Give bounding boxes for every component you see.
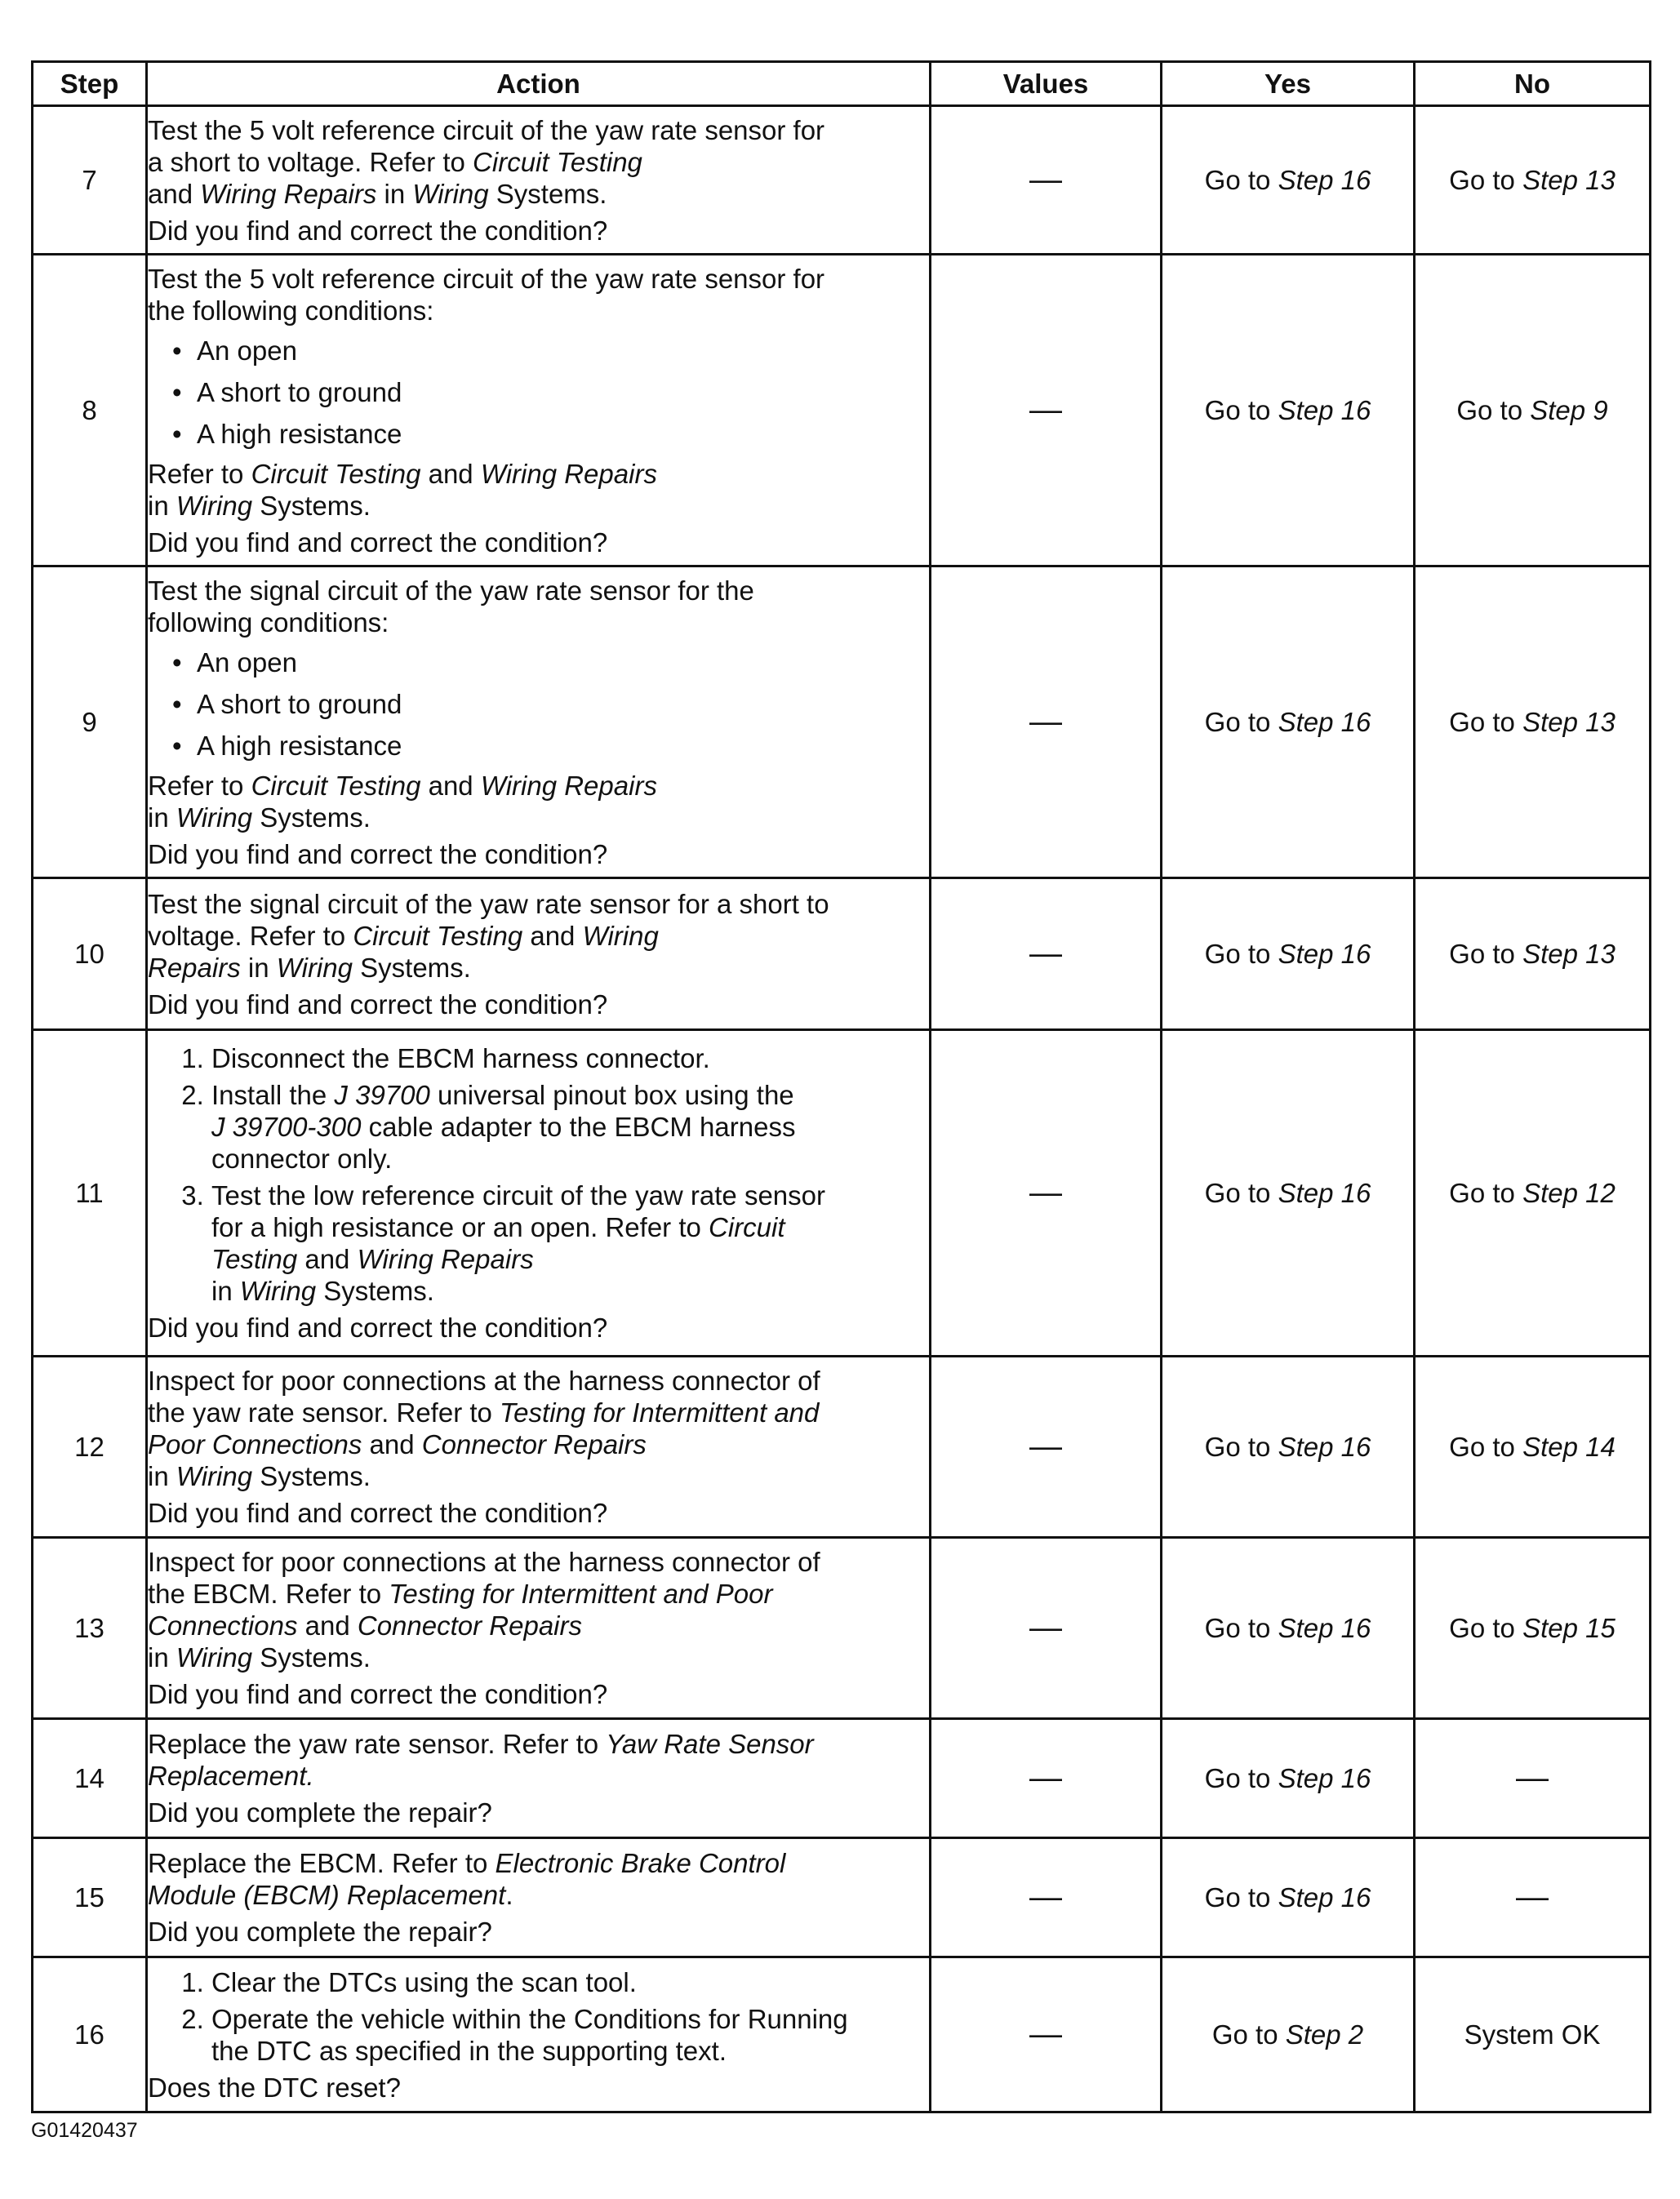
action-cell xyxy=(147,106,931,255)
action-cell xyxy=(147,255,931,566)
action-text: Inspect for poor connections at the harness connector of the yaw rate sensor. Refer to Testing for Intermittent and Poor Connections and Connector Repairs in Wiring Systems. xyxy=(148,1366,820,1491)
yes-result: Go to Step 16 xyxy=(1162,566,1415,878)
action-text: Test the signal circuit of the yaw rate sensor for the following conditions: xyxy=(148,575,754,637)
values-cell: — xyxy=(931,1538,1162,1719)
figure-id: G01420437 xyxy=(31,2119,138,2142)
condition-item: • A short to ground xyxy=(172,683,929,725)
action-question: Did you find and correct the condition? xyxy=(148,1498,608,1528)
step-number: 7 xyxy=(33,106,147,255)
step-number: 8 xyxy=(33,255,147,566)
condition-list xyxy=(172,642,929,766)
yes-result: Go to Step 16 xyxy=(1162,1538,1415,1719)
procedure-step: 1. Clear the DTCs using the scan tool. xyxy=(211,1966,929,1998)
header-yes: Yes xyxy=(1162,62,1415,106)
action-cell xyxy=(147,566,931,878)
table-row xyxy=(33,255,1651,566)
action-question: Does the DTC reset? xyxy=(148,2072,401,2103)
values-cell: — xyxy=(931,1838,1162,1957)
table-row xyxy=(33,1838,1651,1957)
diagnostic-table xyxy=(31,60,1651,2113)
condition-list xyxy=(172,330,929,455)
step-number: 12 xyxy=(33,1357,147,1538)
table-row xyxy=(33,106,1651,255)
no-result: System OK xyxy=(1415,1957,1651,2112)
yes-result: Go to Step 16 xyxy=(1162,1838,1415,1957)
action-cell xyxy=(147,1030,931,1357)
action-cell xyxy=(147,1719,931,1838)
step-number: 16 xyxy=(33,1957,147,2112)
action-question: Did you find and correct the condition? xyxy=(148,1313,608,1343)
action-question: Did you complete the repair? xyxy=(148,1917,492,1947)
table-header-row xyxy=(33,62,1651,106)
step-number: 10 xyxy=(33,878,147,1030)
yes-result: Go to Step 2 xyxy=(1162,1957,1415,2112)
action-question: Did you find and correct the condition? xyxy=(148,1679,608,1709)
values-cell: — xyxy=(931,878,1162,1030)
action-question: Did you find and correct the condition? xyxy=(148,988,608,1020)
step-number: 13 xyxy=(33,1538,147,1719)
table-row xyxy=(33,1357,1651,1538)
action-text: Test the 5 volt reference circuit of the yaw rate sensor for a short to voltage. Refer to Circuit Testing and Wiring Repairs in Wiring Systems. xyxy=(148,114,825,209)
condition-item: • A short to ground xyxy=(172,371,929,413)
procedure-step: 3. Test the low reference circuit of the yaw rate sensor for a high resistance or an open. Refer to Circuit Testing and Wiring Repairs in Wiring Systems. xyxy=(211,1179,929,1307)
table-body xyxy=(33,106,1651,2112)
values-cell: — xyxy=(931,255,1162,566)
yes-result: Go to Step 16 xyxy=(1162,255,1415,566)
action-cell xyxy=(147,1838,931,1957)
table-row xyxy=(33,1957,1651,2112)
action-text: Test the signal circuit of the yaw rate sensor for a short to voltage. Refer to Circuit Testing and Wiring Repairs in Wiring Systems. xyxy=(148,888,829,983)
step-number: 14 xyxy=(33,1719,147,1838)
action-text: Replace the yaw rate sensor. Refer to Yaw Rate Sensor Replacement. xyxy=(148,1729,814,1791)
header-step: Step xyxy=(33,62,147,106)
condition-item: • A high resistance xyxy=(172,413,929,455)
action-question: Did you find and correct the condition? xyxy=(148,526,608,558)
no-result: Go to Step 9 xyxy=(1415,255,1651,566)
reference-text: Refer to Circuit Testing and Wiring Repairs in Wiring Systems. xyxy=(148,770,657,833)
no-result: — xyxy=(1415,1719,1651,1838)
action-question: Did you find and correct the condition? xyxy=(148,215,608,246)
table-row xyxy=(33,1030,1651,1357)
action-cell xyxy=(147,1957,931,2112)
action-cell xyxy=(147,1357,931,1538)
reference-text: Refer to Circuit Testing and Wiring Repairs in Wiring Systems. xyxy=(148,458,657,521)
table-row xyxy=(33,878,1651,1030)
step-number: 15 xyxy=(33,1838,147,1957)
action-cell xyxy=(147,878,931,1030)
no-result: Go to Step 13 xyxy=(1415,106,1651,255)
action-text: Inspect for poor connections at the harness connector of the EBCM. Refer to Testing for Intermittent and Poor Connections and Connector Repairs in Wiring Systems. xyxy=(148,1547,820,1673)
procedure-step: 1. Disconnect the EBCM harness connector. xyxy=(211,1042,929,1074)
no-result: Go to Step 12 xyxy=(1415,1030,1651,1357)
table-row xyxy=(33,1719,1651,1838)
action-cell xyxy=(147,1538,931,1719)
procedure-step: 2. Install the J 39700 universal pinout box using the J 39700-300 cable adapter to the EBCM harness connector only. xyxy=(211,1079,929,1175)
step-number: 9 xyxy=(33,566,147,878)
yes-result: Go to Step 16 xyxy=(1162,878,1415,1030)
no-result: — xyxy=(1415,1838,1651,1957)
no-result: Go to Step 13 xyxy=(1415,566,1651,878)
procedure-list xyxy=(148,1042,929,1307)
header-action: Action xyxy=(147,62,931,106)
values-cell: — xyxy=(931,106,1162,255)
condition-item: • A high resistance xyxy=(172,725,929,766)
values-cell: — xyxy=(931,1957,1162,2112)
yes-result: Go to Step 16 xyxy=(1162,1030,1415,1357)
no-result: Go to Step 13 xyxy=(1415,878,1651,1030)
table-row xyxy=(33,566,1651,878)
action-text: Replace the EBCM. Refer to Electronic Brake Control Module (EBCM) Replacement. xyxy=(148,1848,786,1910)
yes-result: Go to Step 16 xyxy=(1162,106,1415,255)
action-question: Did you complete the repair? xyxy=(148,1797,492,1828)
no-result: Go to Step 14 xyxy=(1415,1357,1651,1538)
header-no: No xyxy=(1415,62,1651,106)
table-row xyxy=(33,1538,1651,1719)
values-cell: — xyxy=(931,566,1162,878)
values-cell: — xyxy=(931,1719,1162,1838)
condition-item: • An open xyxy=(172,642,929,683)
procedure-step: 2. Operate the vehicle within the Conditions for Running the DTC as specified in the supporting text. xyxy=(211,2003,929,2067)
action-question: Did you find and correct the condition? xyxy=(148,838,608,869)
values-cell: — xyxy=(931,1357,1162,1538)
header-values: Values xyxy=(931,62,1162,106)
yes-result: Go to Step 16 xyxy=(1162,1357,1415,1538)
no-result: Go to Step 15 xyxy=(1415,1538,1651,1719)
yes-result: Go to Step 16 xyxy=(1162,1719,1415,1838)
action-text: Test the 5 volt reference circuit of the yaw rate sensor for the following conditions: xyxy=(148,263,825,326)
step-number: 11 xyxy=(33,1030,147,1357)
condition-item: • An open xyxy=(172,330,929,371)
values-cell: — xyxy=(931,1030,1162,1357)
procedure-list xyxy=(148,1966,929,2067)
